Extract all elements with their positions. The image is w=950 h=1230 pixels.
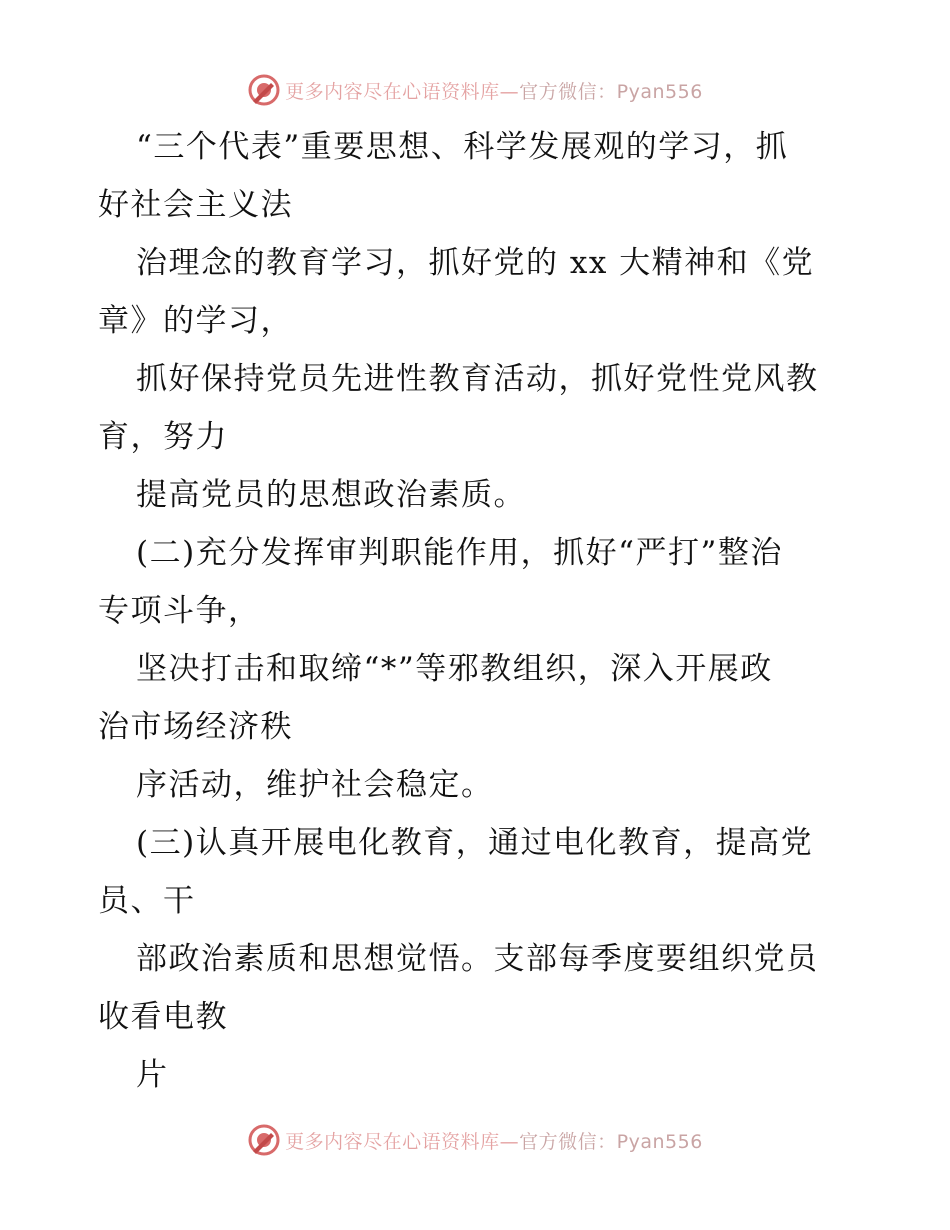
paragraph-8-line-1: (三)认真开展电化教育，通过电化教育，提高党	[136, 825, 814, 861]
paragraph-7-line-1: 序活动，维护社会稳定。	[136, 767, 494, 803]
paragraph-5-line-1: (二)充分发挥审判职能作用，抓好“严打”整治	[136, 535, 783, 571]
watermark-text: 更多内容尽在心语资料库—	[285, 1130, 520, 1153]
paragraph-2-line-2: 章》的学习，	[98, 303, 293, 339]
document-body	[98, 118, 858, 1104]
paragraph-5-line-2: 专项斗争，	[98, 593, 261, 629]
pen-logo-icon	[247, 73, 281, 107]
paragraph-4-line-1: 提高党员的思想政治素质。	[136, 477, 526, 513]
paragraph-1-line-1: “三个代表”重要思想、科学发展观的学习，抓	[136, 129, 789, 165]
paragraph-9-line-2: 收看电教	[98, 999, 228, 1035]
paragraph-8-line-2: 员、干	[98, 883, 196, 919]
paragraph-2-line-1: 治理念的教育学习，抓好党的 xx 大精神和《党	[136, 245, 815, 281]
paragraph-6-line-1: 坚决打击和取缔“*”等邪教组织，深入开展政	[136, 651, 773, 687]
paragraph-3-line-2: 育，努力	[98, 419, 228, 455]
watermark-banner-top	[0, 70, 950, 110]
wechat-text: 官方微信：Pyan556	[519, 1130, 703, 1153]
paragraph-10-line-1: 片	[136, 1057, 169, 1093]
paragraph-1-line-2: 好社会主义法	[98, 187, 293, 223]
watermark-text: 更多内容尽在心语资料库—	[285, 80, 520, 103]
pen-logo-icon	[247, 1123, 281, 1157]
paragraph-9-line-1: 部政治素质和思想觉悟。支部每季度要组织党员	[136, 941, 819, 977]
paragraph-6-line-2: 治市场经济秩	[98, 709, 293, 745]
paragraph-3-line-1: 抓好保持党员先进性教育活动，抓好党性党风教	[136, 361, 819, 397]
wechat-text: 官方微信：Pyan556	[519, 80, 703, 103]
watermark-banner-bottom	[0, 1120, 950, 1160]
